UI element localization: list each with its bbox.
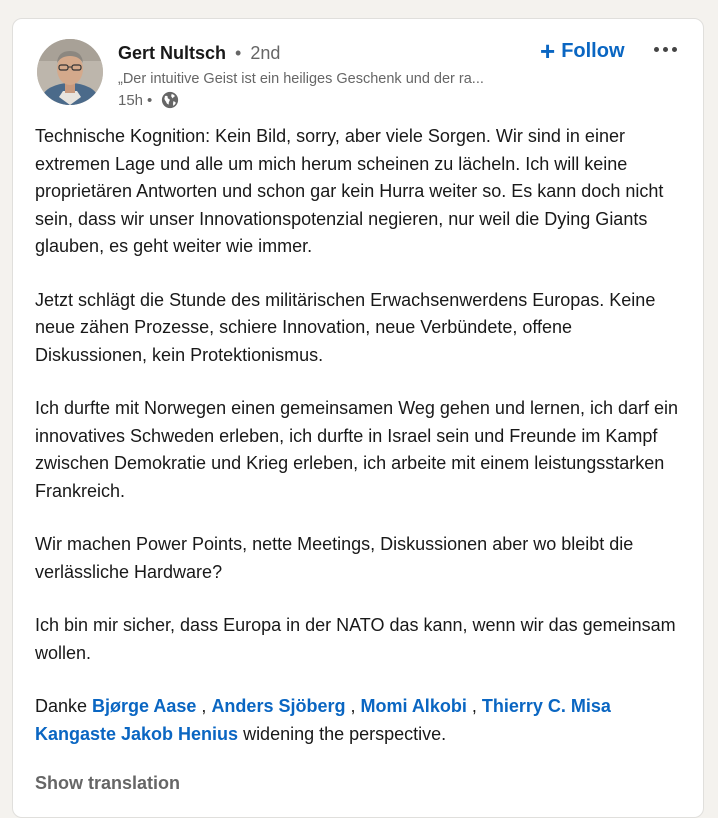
more-dot	[654, 47, 659, 52]
post-paragraph: Ich bin mir sicher, dass Europa in der NATO das kann, wenn wir das gemeinsam wollen.	[35, 615, 676, 663]
mention-separator: ,	[466, 696, 482, 716]
post-time: 15h	[118, 91, 144, 109]
profile-photo	[37, 39, 103, 105]
post-text	[35, 123, 685, 774]
post-paragraph: Jetzt schlägt die Stunde des militärischen Erwachsenwerdens Europas. Keine neue zähen Prozesse, schiere Innovation, neue Verbündete, offene Diskussionen, kein Protektionismus.	[35, 289, 656, 365]
meta-separator-dot: •	[147, 91, 153, 109]
post-paragraph: Technische Kognition: Kein Bild, sorry, aber viele Sorgen. Wir sind in einer extremen Lage und alle um mich herum scheinen zu lächeln. Ich will keine proprietären Antworten und schon gar kein Hurra weiter so. Es kann doch nicht sein, dass wir unser Innovationspotenzial negieren, nur weil die Dying Giants glauben, es geht weiter wie immer.	[35, 126, 664, 256]
thanks-paragraph	[35, 693, 685, 748]
mention-link[interactable]: Kangaste Jakob Henius	[35, 723, 239, 744]
author-name[interactable]: Gert Nultsch	[118, 43, 227, 63]
author-headline: „Der intuitive Geist ist ein heiliges Geschenk und der ra...	[118, 71, 484, 87]
connection-degree: 2nd	[250, 43, 281, 63]
post-paragraph: Ich durfte mit Norwegen einen gemeinsamen Weg gehen und lernen, ich darf ein innovatives Schweden erleben, ich durfte in Israel sein und Freunde im Kampf zwischen Demokratie und Krieg erleben, ich arbeite mit einem leistungsstarken Frankreich.	[35, 398, 679, 501]
plus-icon: +	[540, 36, 556, 66]
globe-icon	[161, 91, 179, 109]
follow-label: Follow	[561, 39, 625, 62]
more-dot	[672, 47, 677, 52]
more-options-icon[interactable]	[647, 35, 683, 63]
thanks-prefix: Danke	[35, 696, 93, 716]
mention-separator: ,	[196, 696, 212, 716]
mention-link[interactable]: Bjørge Aase	[92, 696, 197, 716]
show-translation-link[interactable]: Show translation	[35, 773, 181, 793]
post-paragraph: Wir machen Power Points, nette Meetings, Diskussionen aber wo bleibt die verlässliche Hardware?	[35, 534, 634, 582]
more-dot	[663, 47, 668, 52]
post-header	[13, 19, 703, 129]
post-meta	[118, 91, 179, 109]
author-name-line	[118, 43, 280, 64]
thanks-suffix: widening the perspective.	[238, 723, 447, 744]
author-avatar[interactable]	[37, 39, 103, 105]
mention-link[interactable]: Thierry C. Misa	[481, 696, 611, 716]
mention-link[interactable]: Anders Sjöberg	[211, 696, 346, 716]
separator-dot: •	[235, 43, 242, 63]
mention-separator: ,	[345, 696, 361, 716]
post-card	[12, 18, 704, 818]
follow-button[interactable]	[536, 35, 629, 67]
mention-link[interactable]: Momi Alkobi	[360, 696, 467, 716]
